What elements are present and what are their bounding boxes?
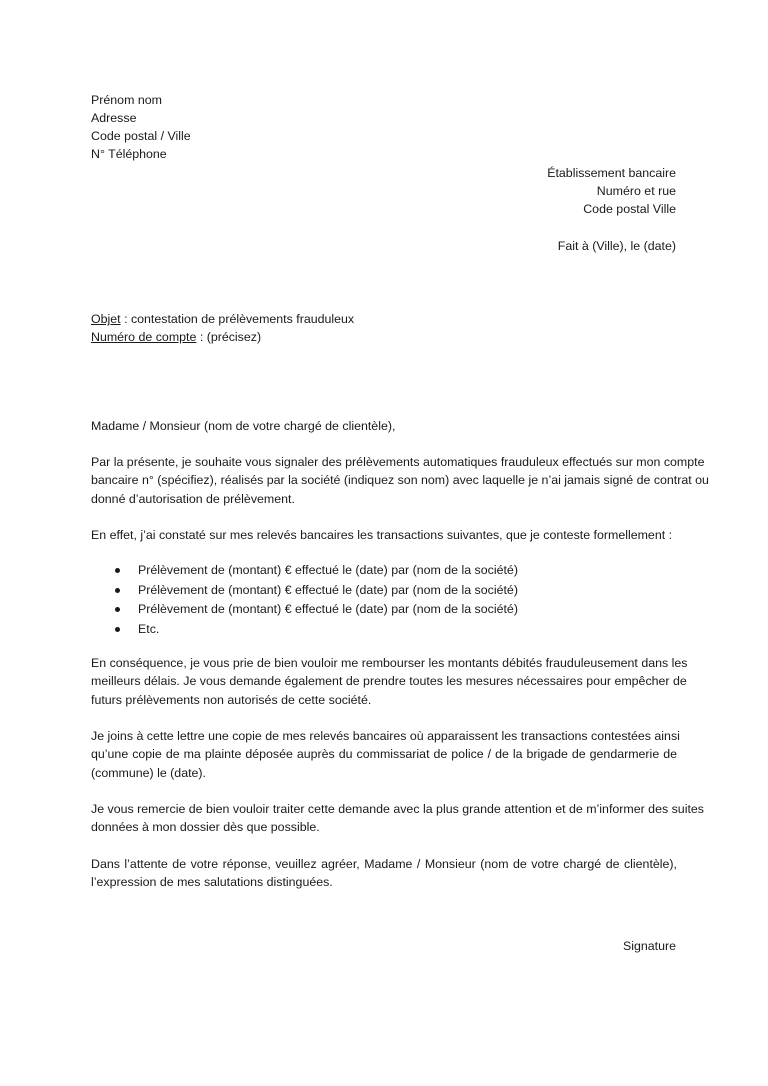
list-item-text: Prélèvement de (montant) € effectué le (date) par (nom de la société) (138, 563, 518, 577)
paragraph-5-line: Je vous remercie de bien vouloir traiter cette demande avec la plus grande attention et de m’informer des suites (91, 802, 704, 816)
paragraph-1 (91, 453, 709, 508)
salutation: Madame / Monsieur (nom de votre chargé de clientèle), (91, 419, 396, 433)
paragraph-4-line: qu’une copie de ma plainte déposée auprès du commissariat de police / de la brigade de gendarmerie de (91, 747, 677, 762)
signature: Signature (622, 939, 676, 953)
account-line (91, 328, 261, 346)
paragraph-6 (91, 855, 677, 892)
paragraph-5 (91, 800, 704, 837)
bullet-icon (115, 627, 120, 632)
sender-phone: N° Téléphone (91, 147, 167, 161)
subject-text: : contestation de prélèvements frauduleux (120, 312, 355, 326)
list-item (91, 620, 518, 640)
paragraph-3-line: futurs prélèvements non autorisés de cette société. (91, 692, 372, 707)
paragraph-6-line: Dans l’attente de votre réponse, veuillez agréer, Madame / Monsieur (nom de votre chargé de clientèle), (91, 857, 677, 871)
subject-line (91, 310, 354, 328)
place-date: Fait à (Ville), le (date) (557, 239, 676, 253)
recipient-street: Numéro et rue (596, 184, 676, 198)
recipient-bank: Établissement bancaire (547, 166, 676, 180)
paragraph-3-line: En conséquence, je vous prie de bien vouloir me rembourser les montants débités frauduleusement dans les (91, 656, 688, 670)
bullet-icon (115, 607, 120, 612)
list-item-text: Prélèvement de (montant) € effectué le (date) par (nom de la société) (138, 582, 518, 597)
bullet-icon (115, 568, 120, 573)
list-item-text: Prélèvement de (montant) € effectué le (date) par (nom de la société) (138, 602, 518, 616)
account-text: : (précisez) (196, 330, 262, 344)
list-item (91, 581, 518, 601)
account-label: Numéro de compte (91, 330, 197, 344)
paragraph-3 (91, 654, 688, 709)
paragraph-4-line: Je joins à cette lettre une copie de mes relevés bancaires où apparaissent les transactions contestées ainsi (91, 729, 680, 743)
bullet-icon (115, 588, 120, 593)
sender-name: Prénom nom (91, 93, 162, 107)
paragraph-5-line: données à mon dossier dès que possible. (91, 820, 320, 835)
sender-address: Adresse (91, 111, 137, 125)
list-item-text: Etc. (138, 621, 160, 636)
paragraph-1-line: donné d’autorisation de prélèvement. (91, 491, 295, 506)
paragraph-4 (91, 727, 680, 782)
paragraph-3-line: meilleurs délais. Je vous demande également de prendre toutes les mesures nécessaires pour empêcher de (91, 674, 687, 689)
list-item (91, 561, 518, 581)
recipient-postal-city: Code postal Ville (583, 202, 676, 216)
transactions-list (91, 561, 518, 639)
list-item (91, 600, 518, 620)
paragraph-1-line: Par la présente, je souhaite vous signaler des prélèvements automatiques frauduleux effectués sur mon compte (91, 455, 705, 469)
paragraph-4-line: (commune) le (date). (91, 765, 206, 780)
paragraph-1-line: bancaire n° (spécifiez), réalisés par la société (indiquez son nom) avec laquelle je n’ai jamais signé de contrat ou (91, 473, 709, 488)
sender-postal-city: Code postal / Ville (91, 129, 191, 143)
subject-label: Objet (91, 312, 121, 326)
paragraph-2: En effet, j’ai constaté sur mes relevés bancaires les transactions suivantes, que je conteste formellement : (91, 528, 673, 542)
paragraph-6-line: l’expression de mes salutations distinguées. (91, 875, 333, 890)
